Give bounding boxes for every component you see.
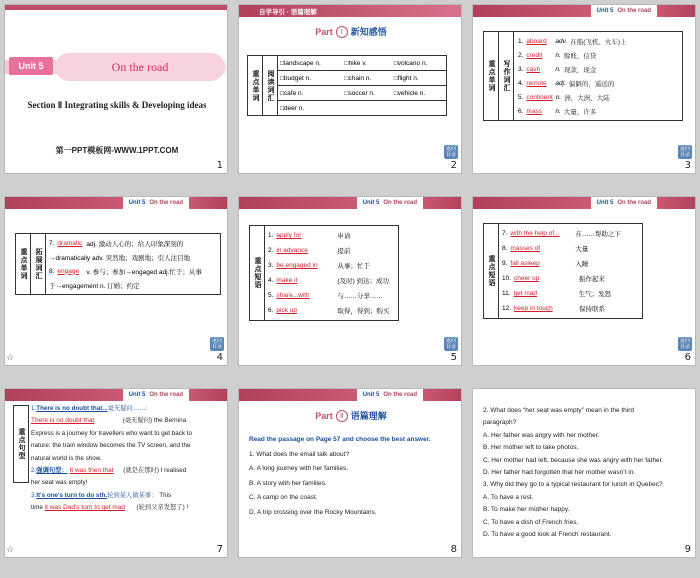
header-topic: On the road <box>383 200 417 206</box>
phrase-row <box>502 226 639 241</box>
star-icon: ☆ <box>6 544 15 554</box>
item-number: 6. <box>268 307 274 314</box>
slide-number: 7 <box>216 544 223 555</box>
instruction: Read the passage on Page 57 and choose the best answer. <box>249 436 431 443</box>
item-number: 5. <box>518 93 524 101</box>
item-number: 5. <box>268 292 274 299</box>
header-label <box>591 5 657 17</box>
item-number: 2. <box>268 247 274 254</box>
side-label: 重点短语 <box>254 257 261 289</box>
meaning: 提前 <box>337 248 351 255</box>
part-of-speech: adv. <box>555 37 568 45</box>
vocab-row <box>518 62 678 76</box>
slide-number: 3 <box>684 160 691 171</box>
header-unit: Unit 5 <box>128 200 146 206</box>
return-button[interactable]: 返回目录 <box>211 338 222 350</box>
header-label <box>591 197 657 209</box>
sub-label-cell <box>31 234 46 295</box>
header-bar <box>239 197 357 209</box>
answer-blank: in advance <box>276 247 308 254</box>
answer-blank: share...with <box>276 292 310 299</box>
part-of-speech: n. <box>555 51 561 59</box>
word-cell: □soccer n. <box>343 86 392 101</box>
vocab-row <box>518 104 678 118</box>
sentence-line <box>31 403 227 415</box>
unit-badge: Unit 5 <box>9 57 53 75</box>
option-d: D. Her father had forgotten that her mother wasn’t in. <box>483 469 636 477</box>
item-number: 4. <box>268 277 274 284</box>
answer-blank: fall asleep <box>510 260 540 267</box>
header-unit: Unit 5 <box>596 8 614 14</box>
header-topic: On the road <box>149 200 183 206</box>
answer-blank: masses of <box>510 245 541 252</box>
thumb-footer-1 <box>4 176 228 195</box>
meaning: 入睡 <box>575 261 589 268</box>
phrase-row <box>268 243 395 258</box>
return-button[interactable]: 返回目录 <box>445 338 456 350</box>
sentence-line: natural world is the show. <box>31 454 102 462</box>
option-c: C. Her mother had left, because she was angry with her father. <box>483 456 664 464</box>
header-unit: Unit 5 <box>596 200 614 206</box>
vocab-list-cell <box>514 32 683 121</box>
answer-blank: apply for <box>276 232 302 239</box>
answer-blank: cash <box>526 65 541 73</box>
header-unit: Unit 5 <box>128 392 146 398</box>
meaning: 大量 <box>575 246 589 253</box>
answer-blank: dramatic <box>57 239 83 247</box>
vocab-row <box>518 76 678 90</box>
meaning: 与……分享…… <box>337 293 383 300</box>
option-b: B. To make her mother happy. <box>483 506 570 514</box>
meaning: 取得，得到；购买 <box>337 308 390 315</box>
meaning: 保持联系 <box>579 306 606 313</box>
header-topic: On the road <box>617 8 651 14</box>
phrase-row <box>502 301 639 316</box>
word-cell: □flight n. <box>392 71 447 86</box>
header-topic: On the road <box>617 200 651 206</box>
item-number: 1. <box>518 37 524 45</box>
phrase-row <box>268 288 395 303</box>
phrase-row <box>268 258 395 273</box>
pattern-meaning: 轮到某人做某事： <box>107 491 158 499</box>
word-cell: □deer n. <box>278 101 343 116</box>
sub-label-cell <box>263 56 278 116</box>
item-number: 3. <box>268 262 274 269</box>
answer-blank: mass <box>526 107 542 115</box>
slide-header <box>473 5 696 17</box>
vocab-row <box>518 34 678 48</box>
slide-thumbnail-9[interactable] <box>472 388 696 558</box>
vocab-row <box>49 250 217 264</box>
pattern-meaning: 毫无疑问……： <box>107 405 152 412</box>
option-a: A. To have a rest. <box>483 493 534 501</box>
item-number: 9. <box>502 260 508 267</box>
header-bar <box>239 389 357 401</box>
star-icon: ☆ <box>6 352 15 362</box>
option-d: D. A trip crossing over the Rocky Mountains. <box>249 508 377 516</box>
header-bar <box>657 197 696 209</box>
slide-number: 8 <box>450 544 457 555</box>
sub-label: 阅读词汇 <box>267 69 274 102</box>
pattern: It's one's turn to do sth. <box>36 491 108 499</box>
answer-blank: credit <box>526 51 543 59</box>
banner-text: 自学导引 · 语篇理解 <box>259 9 317 16</box>
word-cell: □chain n. <box>343 71 392 86</box>
sentence-text: (就是在那时) I realised <box>123 467 187 475</box>
word-cell <box>343 101 392 116</box>
meaning: →dramatically adv. 突然地；戏剧地；引人注目地 <box>49 254 191 262</box>
question-block <box>483 405 693 541</box>
side-label-cell <box>484 224 499 319</box>
slide-thumbnail-8[interactable] <box>238 388 462 558</box>
item-number: 6. <box>518 107 524 115</box>
item-number: 1. <box>31 405 37 412</box>
option-c: C. To have a dish of French fries. <box>483 518 579 526</box>
meaning: 振作起来 <box>579 276 606 283</box>
meaning: adj. 激动人心的；给人印象深刻的 <box>86 240 184 248</box>
option-d: D. To have a good look at French restaurant. <box>483 531 612 539</box>
pattern: 强调句型： <box>36 467 68 475</box>
slide-title: On the road <box>55 53 225 81</box>
item-number: 10. <box>502 275 512 282</box>
slide-number: 2 <box>450 160 457 171</box>
answer-blank: with the help of... <box>510 230 560 237</box>
side-label: 重点句型 <box>18 428 25 460</box>
slide-header <box>239 197 462 209</box>
header-label <box>357 197 423 209</box>
option-a: A. Her father was angry with her mother. <box>483 431 600 439</box>
slide-number: 1 <box>216 160 223 171</box>
side-label-cell <box>250 226 265 321</box>
phrase-table <box>483 223 643 319</box>
option-a: A. A long journey with her families. <box>249 465 348 472</box>
sentence-line <box>31 465 227 477</box>
header-label <box>123 389 189 401</box>
meaning: 生气；发怒 <box>578 291 612 298</box>
answer-blank: engage <box>57 267 80 275</box>
slide-thumbnail-7[interactable] <box>4 388 228 558</box>
header-bar <box>189 389 228 401</box>
item-number: 8. <box>49 267 55 275</box>
part-title: 新知感悟 <box>350 27 387 37</box>
item-number: 11. <box>502 290 511 297</box>
answer-blank: it was Dad's turn to get mad <box>44 504 126 512</box>
vocab-table <box>15 233 221 295</box>
item-number: 2. <box>518 51 524 59</box>
item-number: 2. <box>31 467 37 475</box>
header-label <box>123 197 189 209</box>
slide-number: 9 <box>684 544 691 555</box>
part-title: 语篇理解 <box>350 411 387 421</box>
answer-blank: get mad <box>513 290 538 297</box>
side-label-cell <box>484 32 499 121</box>
meaning: 赊账，信贷 <box>563 52 597 60</box>
word-cell: □cafe n. <box>278 86 343 101</box>
side-label: 重点单词 <box>252 69 259 102</box>
slide-thumbnail-3[interactable] <box>472 4 696 174</box>
header-label <box>357 389 423 401</box>
slide-thumbnail-2[interactable] <box>238 4 462 174</box>
vocab-table <box>483 31 683 121</box>
header-bar <box>423 389 462 401</box>
item-number: 12. <box>502 305 512 312</box>
item-number: 7. <box>502 230 508 237</box>
header-topic: On the road <box>149 392 183 398</box>
meaning: 在……帮助之下 <box>575 231 621 238</box>
slide-thumbnail-4[interactable] <box>4 196 228 366</box>
sentence-line: nature: the train window becomes the TV screen, and the <box>31 442 191 450</box>
return-button[interactable]: 返回目录 <box>679 338 690 350</box>
phrase-row <box>502 271 639 286</box>
question-text: paragraph? <box>483 419 517 427</box>
word-cell <box>392 101 447 116</box>
answer-blank: There is no doubt that <box>31 417 95 425</box>
item-number: 7. <box>49 239 55 247</box>
option-c: C. A camp on the coast. <box>249 494 318 501</box>
sub-label-cell <box>499 32 514 121</box>
sentence-text: (轮到父亲发怒了) ! <box>136 504 189 512</box>
top-stripe <box>5 5 228 10</box>
answer-blank: aboard <box>526 37 547 45</box>
answer-blank: make it <box>276 277 298 284</box>
sentence-line: her seat was empty! <box>31 479 88 487</box>
answer-blank: pick up <box>276 307 298 314</box>
item-number: 3. <box>518 65 524 73</box>
sentence-text: time <box>31 504 43 512</box>
word-cell: □budget n. <box>278 71 343 86</box>
part-of-speech: n. <box>555 93 562 101</box>
pattern: There is no doubt that... <box>36 405 108 412</box>
vocab-row <box>518 48 678 62</box>
slide-thumbnail-5[interactable] <box>238 196 462 366</box>
part-number-badge: Ⅱ <box>336 410 348 422</box>
meaning: 大量，许多 <box>563 108 597 116</box>
header-unit: Unit 5 <box>362 200 380 206</box>
slide-number: 4 <box>216 352 223 363</box>
part-of-speech: n. <box>555 65 561 73</box>
side-label-cell <box>248 56 263 116</box>
return-button[interactable]: 返回目录 <box>445 146 456 158</box>
word-cell: □landscape n. <box>278 56 343 71</box>
phrase-table <box>249 225 399 321</box>
question-text: 2. What does “her seat was empty” mean in the third <box>483 407 635 414</box>
meaning: 从事；忙于 <box>337 263 370 270</box>
sentence-line: Express is a journey for travellers who want to get back to <box>31 429 192 437</box>
word-cell: □vehicle n. <box>392 86 447 101</box>
phrase-row <box>502 286 639 301</box>
word-cell: □volcano n. <box>392 56 447 71</box>
option-b: B. A story with her families. <box>249 479 327 487</box>
phrase-row <box>268 228 395 243</box>
question-text: 3. Why did they go to a typical restaurant for lunch in Quebec? <box>483 481 663 489</box>
return-button[interactable]: 返回目录 <box>679 146 690 158</box>
question-block <box>249 433 459 520</box>
answer-blank: keep in touch <box>514 305 553 312</box>
phrase-row <box>502 256 639 271</box>
header-topic: On the road <box>383 392 417 398</box>
sentence-line <box>31 502 227 514</box>
answer-blank: cheer up <box>514 275 540 282</box>
sentence-line <box>31 415 227 427</box>
section-subtitle: Section Ⅱ Integrating skills & Developing ideas <box>27 100 207 110</box>
slide-header <box>5 389 228 401</box>
phrase-row <box>502 241 639 256</box>
item-number: 3. <box>31 491 37 499</box>
side-label: 重点单词 <box>20 248 27 280</box>
meaning: 偏僻的，遥远的 <box>568 80 615 88</box>
sentence-text: (毫无疑问) the Bernina <box>122 417 187 425</box>
header-bar <box>423 197 462 209</box>
slide-header <box>473 197 696 209</box>
meaning: v. 参与；参加→engaged adj.忙于；从事 <box>86 268 202 276</box>
question-text: 1. What does the email talk about? <box>249 450 350 458</box>
answer-blank: remote <box>526 79 547 87</box>
meaning: 现款，现金 <box>563 66 597 74</box>
side-label-box <box>13 405 29 483</box>
part-of-speech: n. <box>555 107 561 115</box>
vocab-list-cell <box>46 234 221 295</box>
phrase-row <box>268 303 395 318</box>
meaning: (及时) 到达；成功 <box>337 278 390 285</box>
side-label: 重点短语 <box>488 255 495 287</box>
word-table <box>247 55 447 116</box>
option-b: B. Her mother left to take photos. <box>483 444 579 452</box>
header-bar <box>5 389 123 401</box>
slide-header <box>5 197 228 209</box>
part-label: Part <box>315 410 333 421</box>
sentence-line <box>31 490 227 502</box>
header-bar <box>5 197 123 209</box>
meaning: 于→engagement n. 订婚；约定 <box>49 282 140 290</box>
side-label-cell <box>16 234 31 295</box>
item-number: 1. <box>268 232 274 239</box>
header-bar <box>473 5 591 17</box>
meaning: 在船(飞机、火车)上 <box>570 38 627 46</box>
part-heading <box>239 25 462 38</box>
phrase-row <box>268 273 395 288</box>
slide-number: 5 <box>450 352 457 363</box>
slide-number: 6 <box>684 352 691 363</box>
part-of-speech: adj. <box>555 79 566 87</box>
phrase-list-cell <box>499 224 643 319</box>
vocab-row <box>49 264 217 278</box>
side-label: 重点单词 <box>488 60 495 92</box>
answer-blank: continent <box>526 93 553 101</box>
slide-header <box>239 389 462 401</box>
sub-label: 拓展词汇 <box>35 248 42 280</box>
site-label: 第一PPT模板网-WWW.1PPT.COM <box>55 146 179 155</box>
vocab-row <box>518 90 678 104</box>
meaning: 洲，大洲，大陆 <box>564 94 610 102</box>
header-bar <box>473 197 591 209</box>
sub-label: 写作词汇 <box>503 60 510 92</box>
header-bar <box>657 5 696 17</box>
answer-blank: be engaged in <box>276 262 318 269</box>
sentence-block <box>31 403 227 515</box>
header-unit: Unit 5 <box>362 392 380 398</box>
item-number: 8. <box>502 245 508 252</box>
word-cell: □hike v. <box>343 56 392 71</box>
phrase-list-cell <box>265 226 399 321</box>
part-label: Part <box>315 26 333 37</box>
slide-thumbnail-6[interactable] <box>472 196 696 366</box>
sentence-text: This <box>159 491 172 499</box>
slide-thumbnail-1[interactable] <box>4 4 228 174</box>
part-number-badge: Ⅰ <box>336 26 348 38</box>
item-number: 4. <box>518 79 524 87</box>
header-bar <box>189 197 228 209</box>
vocab-row <box>49 278 217 292</box>
answer-blank: It was then that <box>69 467 114 475</box>
vocab-row <box>49 236 217 250</box>
part-heading <box>239 409 462 422</box>
meaning: 申请 <box>337 233 351 240</box>
